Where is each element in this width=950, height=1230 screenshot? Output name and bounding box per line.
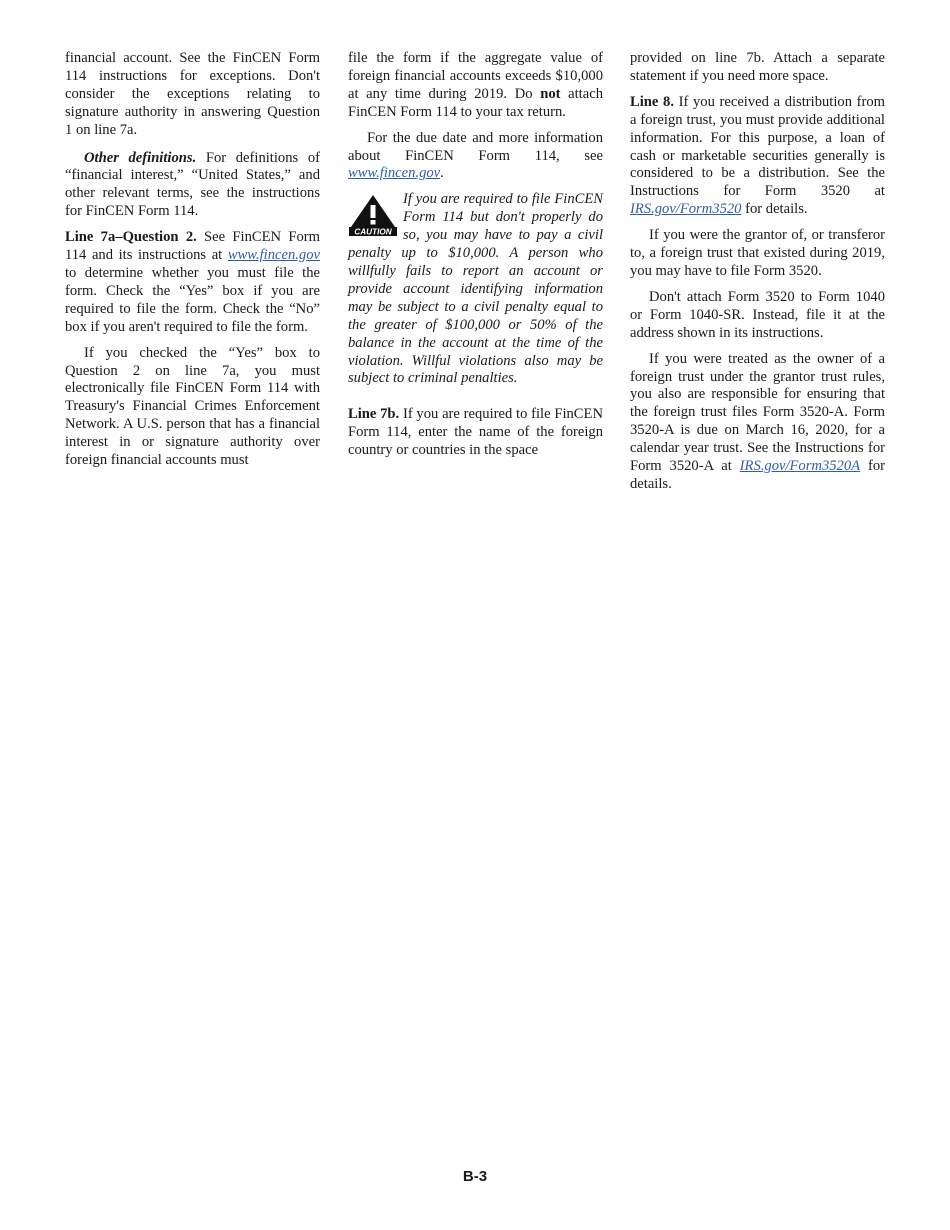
paragraph-other-definitions: Other definitions. For definitions of “financial interest,” “United States,” and other relevant terms, see the instructions for FinCEN Form 114. bbox=[65, 149, 320, 220]
paragraph-aggregate-value: file the form if the aggregate value of foreign financial accounts exceeds $10,000 at any time during 2019. Do not attach FinCEN Form 114 to your tax return. bbox=[348, 50, 603, 120]
paragraph-exceptions: financial account. See the FinCEN Form 114 instructions for exceptions. Don't consider the exceptions relating to signature authority in answering Question 1 on line 7a. bbox=[65, 50, 320, 138]
paragraph-dont-attach: Don't attach Form 3520 to Form 1040 or Form 1040-SR. Instead, file it at the address shown in its instructions. bbox=[630, 288, 885, 341]
paragraph-separate-statement: provided on line 7b. Attach a separate statement if you need more space. bbox=[630, 50, 885, 84]
heading-line-7b: Line 7b. bbox=[348, 406, 400, 423]
column-3 bbox=[630, 50, 885, 502]
column-2 bbox=[348, 50, 603, 468]
heading-line-8: Line 8. bbox=[630, 93, 674, 110]
paragraph-line-7a-question-2: Line 7a–Question 2. See FinCEN Form 114 and its instructions at www.fincen.gov to determine whether you must file the form. Check the “Yes” box if you are required to file the form. Check the “No” box if you aren't required to file the form. bbox=[65, 229, 321, 335]
paragraph-grantor: If you were the grantor of, or transferor to, a foreign trust that existed during 2019, you may have to file Form 3520. bbox=[630, 227, 885, 279]
heading-other-definitions: Other definitions. bbox=[84, 149, 197, 166]
paragraph-line-8: Line 8. If you received a distribution from a foreign trust, you must provide additional information. For this purpose, a loan of cash or marketable securities generally is considered to be a distribution. See the Instructions for Form 3520 at IRS.gov/Form3520 for details. bbox=[630, 93, 886, 218]
paragraph-owner-foreign-trust: If you were treated as the owner of a foreign trust under the grantor trust rules, you also are responsible for ensuring that the foreign trust files Form 3520-A. Form 3520-A is due on March 16, 2020, for a calendar year trust. See the Instructions for Form 3520-A at IRS.gov/Form3520A for details. bbox=[630, 350, 885, 492]
column-1 bbox=[65, 50, 320, 478]
caution-text: If you are required to file FinCEN Form 114 but don't properly do so, you may have to pay a civil penalty up to $10,000. A person who willfully fails to report an account or provide account identifying information may be subject to a civil penalty equal to the greater of $100,000 or 50% of the balance in the account at the time of the violation. Willful violations also may be subject to criminal penalties. bbox=[348, 191, 603, 387]
form3520-link[interactable]: IRS.gov/Form3520 bbox=[630, 201, 742, 218]
fincen-link[interactable]: www.fincen.gov bbox=[227, 247, 320, 264]
fincen-link-2[interactable]: www.fincen.gov bbox=[348, 165, 441, 182]
caution-label: CAUTION bbox=[354, 227, 392, 237]
paragraph-electronic-filing: If you checked the “Yes” box to Question 2 on line 7a, you must electronically file FinCEN Form 114 with Treasury's Financial Crimes Enforcement Network. A U.S. person that has a financial interest in or signature authority over foreign financial accounts must bbox=[65, 344, 320, 469]
caution-icon bbox=[348, 193, 398, 237]
paragraph-due-date: For the due date and more information about FinCEN Form 114, see www.fincen.gov. bbox=[348, 129, 603, 182]
form3520a-link[interactable]: IRS.gov/Form3520A bbox=[739, 458, 861, 475]
paragraph-line-7b: Line 7b. If you are required to file FinCEN Form 114, enter the name of the foreign country or countries in the space bbox=[348, 406, 603, 459]
caution-box bbox=[348, 191, 603, 388]
page-number: B-3 bbox=[462, 1168, 488, 1185]
heading-line-7a-question-2: Line 7a–Question 2. bbox=[65, 229, 197, 246]
